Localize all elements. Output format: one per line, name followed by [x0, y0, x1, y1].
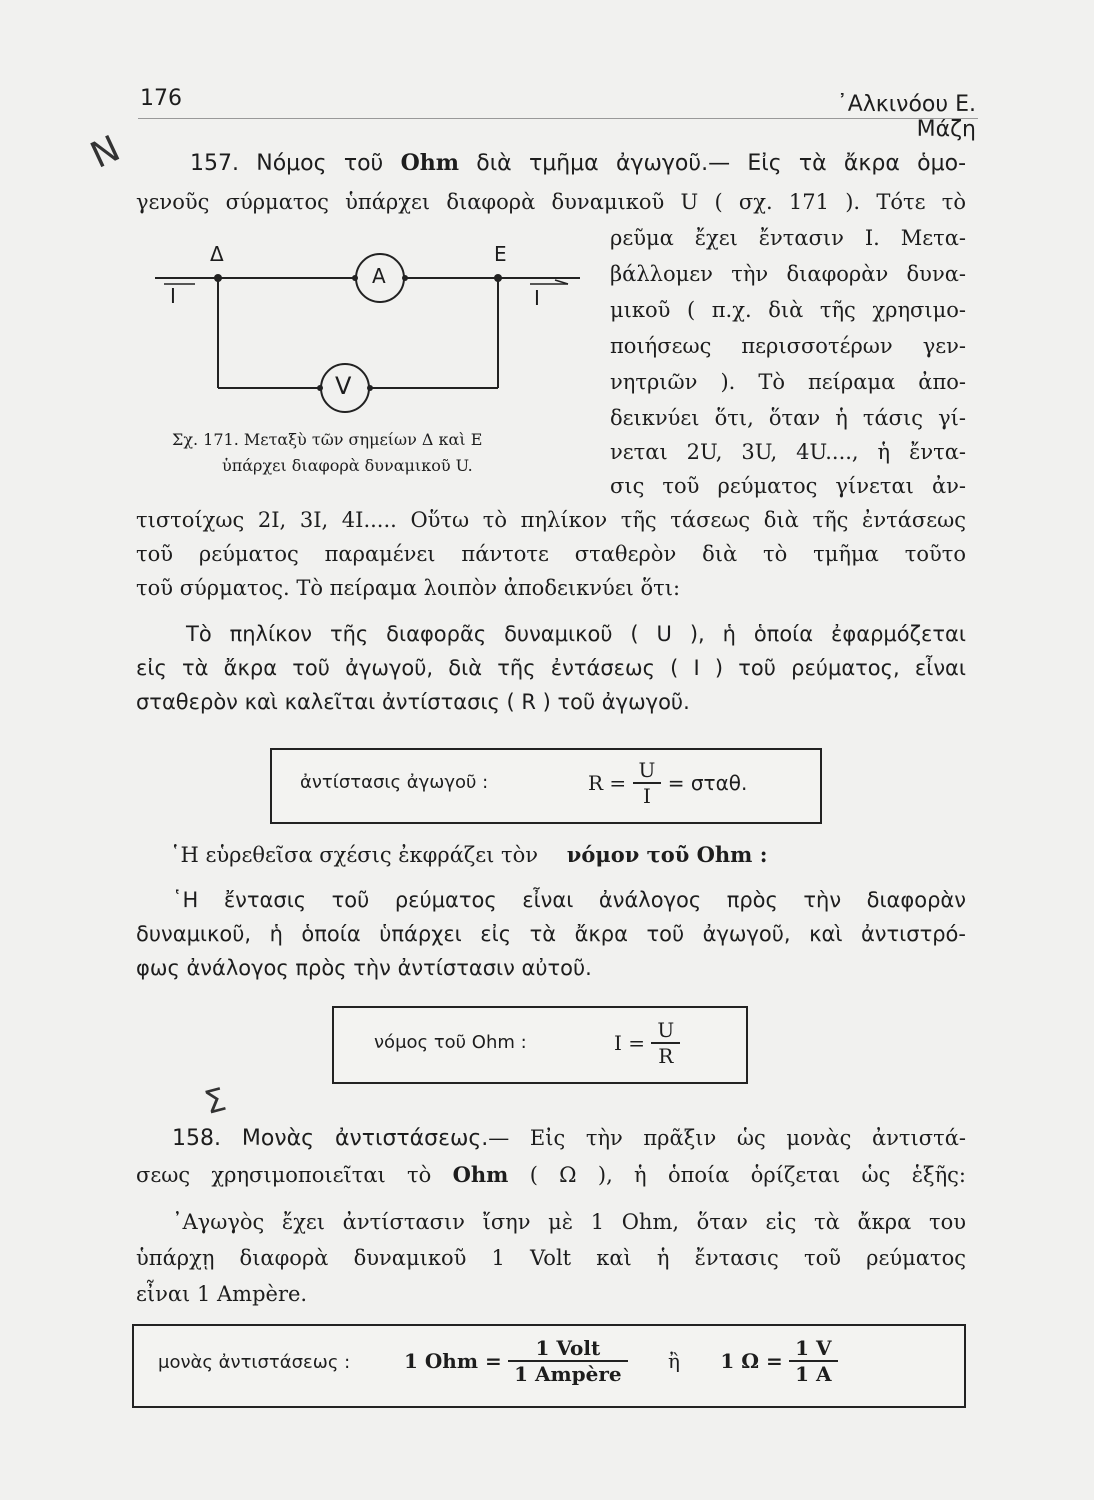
formula-lhs: 1 Ohm =: [404, 1349, 502, 1373]
paragraph-line: τοῦ σύρματος. Τὸ πείραμα λοιπὸν ἀποδεικνύει ὅτι:: [136, 576, 681, 600]
formula-lhs: I =: [614, 1031, 646, 1055]
definition-line: ᾿Αγωγὸς ἔχει ἀντίστασιν ἴσην μὲ 1 Ohm, ὅταν εἰς τὰ ἄκρα του: [172, 1210, 966, 1234]
line-text: ( Ω ), ἡ ὁποία ὁρίζεται ὡς ἑξῆς:: [508, 1163, 966, 1187]
formula-lhs: 1 Ω =: [720, 1349, 783, 1373]
paragraph-line: δεικνύει ὅτι, ὅταν ἡ τάσις γί-: [610, 406, 966, 430]
formula-label: ἀντίστασις ἀγωγοῦ :: [300, 772, 489, 793]
fraction-denominator: 1 A: [789, 1360, 837, 1386]
voltmeter-label: V: [335, 372, 352, 400]
fraction-denominator: 1 Ampère: [508, 1360, 628, 1386]
ammeter-label: A: [372, 264, 386, 288]
law-line: ῾Η ἔντασις τοῦ ρεύματος εἶναι ἀνάλογος πρὸς τὴν διαφορὰν: [172, 888, 966, 912]
section-157-heading: [190, 150, 966, 176]
fraction-numerator: 1 V: [795, 1336, 832, 1360]
formula-fraction: [789, 1336, 837, 1386]
paragraph-line: τοῦ ρεύματος παραμένει πάντοτε σταθερὸν διὰ τὸ τμῆμα τοῦτο: [136, 542, 966, 566]
margin-handwritten-mark: Ν: [84, 128, 127, 177]
formula-expression: [614, 1018, 680, 1068]
law-intro: [170, 842, 767, 867]
point-epsilon-label: Ε: [494, 242, 507, 266]
formula-label: μονὰς ἀντιστάσεως :: [158, 1352, 351, 1373]
circuit-diagram: [150, 240, 590, 440]
formula-fraction: [508, 1336, 628, 1386]
ohm-unit: Ohm: [452, 1162, 509, 1187]
formula-box-unit: [132, 1324, 966, 1408]
heading-text: 157. Νόμος τοῦ: [190, 151, 401, 176]
fraction-denominator: R: [651, 1042, 680, 1068]
paragraph-line: μικοῦ ( π.χ. διὰ τῆς χρησιμο-: [610, 298, 966, 322]
formula-expression: [588, 758, 747, 808]
fraction-numerator: U: [638, 758, 656, 782]
heading-ohm: Ohm: [400, 150, 459, 176]
formula-box-ohm-law: [332, 1006, 748, 1084]
current-in-label: I: [170, 284, 176, 308]
paragraph-line: σις τοῦ ρεύματος γίνεται ἀν-: [610, 474, 966, 498]
formula-expression: [404, 1336, 838, 1386]
law-line: φως ἀνάλογος πρὸς τὴν ἀντίστασιν αὐτοῦ.: [136, 956, 592, 980]
statement-line: εἰς τὰ ἄκρα τοῦ ἀγωγοῦ, διὰ τῆς ἐντάσεως ( I ) τοῦ ρεύματος, εἶναι: [136, 656, 966, 680]
paragraph-line: ποιήσεως περισσοτέρων γεν-: [610, 334, 966, 358]
formula-or: ἢ: [667, 1349, 680, 1373]
running-title: ᾿Αλκινόου Ε. Μάζη: [836, 92, 976, 142]
fraction-denominator: I: [633, 782, 662, 808]
header-rule: [138, 118, 978, 119]
paragraph-line: τιστοίχως 2I, 3I, 4I..... Οὕτω τὸ πηλίκον τῆς τάσεως διὰ τῆς ἐντάσεως: [136, 508, 966, 532]
paragraph-line: [136, 1162, 966, 1187]
formula-rhs: = σταθ.: [667, 771, 748, 795]
definition-line: εἶναι 1 Ampère.: [136, 1282, 308, 1306]
point-delta-label: Δ: [210, 242, 224, 266]
paragraph-line: νεται 2U, 3U, 4U...., ἡ ἔντα-: [610, 440, 966, 464]
paragraph-line: ρεῦμα ἔχει ἔντασιν I. Μετα-: [610, 226, 966, 250]
page-number: 176: [140, 86, 182, 111]
formula-fraction: [633, 758, 662, 808]
definition-line: ὑπάρχῃ διαφορὰ δυναμικοῦ 1 Volt καὶ ἡ ἔντασις τοῦ ρεύματος: [136, 1246, 966, 1270]
heading-rest: — Εἰς τὴν πρᾶξιν ὡς μονὰς ἀντιστά-: [488, 1126, 966, 1150]
law-line: δυναμικοῦ, ἡ ὁποία ὑπάρχει εἰς τὰ ἄκρα τοῦ ἀγωγοῦ, καὶ ἀντιστρό-: [136, 922, 966, 946]
statement-line: σταθερὸν καὶ καλεῖται ἀντίστασις ( R ) τοῦ ἀγωγοῦ.: [136, 690, 690, 714]
fraction-numerator: U: [657, 1018, 675, 1042]
heading-rest: διὰ τμῆμα ἀγωγοῦ.— Εἰς τὰ ἄκρα ὁμο-: [459, 151, 967, 176]
law-intro-bold: νόμον τοῦ Ohm :: [566, 842, 768, 867]
law-intro-text: ῾Η εὑρεθεῖσα σχέσις ἐκφράζει τὸν: [170, 843, 539, 867]
fraction-numerator: 1 Volt: [535, 1336, 601, 1360]
heading-text: 158. Μονὰς ἀντιστάσεως.: [172, 1126, 489, 1151]
circuit-figure-171: [150, 240, 590, 440]
paragraph-line: γενοῦς σύρματος ὑπάρχει διαφορὰ δυναμικοῦ U ( σχ. 171 ). Τότε τὸ: [136, 190, 966, 214]
line-text: σεως χρησιμοποιεῖται τὸ: [136, 1163, 453, 1187]
figure-caption: ὑπάρχει διαφορὰ δυναμικοῦ U.: [222, 456, 473, 475]
formula-label: νόμος τοῦ Ohm :: [374, 1032, 527, 1053]
formula-fraction: [651, 1018, 680, 1068]
current-out-label: I: [534, 286, 540, 310]
formula-box-resistance: [270, 748, 822, 824]
margin-handwritten-mark: Σ: [200, 1080, 230, 1122]
paragraph-line: νητριῶν ). Τὸ πείραμα ἀπο-: [610, 370, 966, 394]
statement-line: Τὸ πηλίκον τῆς διαφορᾶς δυναμικοῦ ( U ), ἡ ὁποία ἐφαρμόζεται: [186, 622, 966, 646]
section-158-heading: [172, 1126, 966, 1151]
formula-lhs: R =: [588, 771, 627, 795]
figure-caption: Σχ. 171. Μεταξὺ τῶν σημείων Δ καὶ Ε: [172, 430, 483, 449]
paragraph-line: βάλλομεν τὴν διαφορὰν δυνα-: [610, 262, 966, 286]
